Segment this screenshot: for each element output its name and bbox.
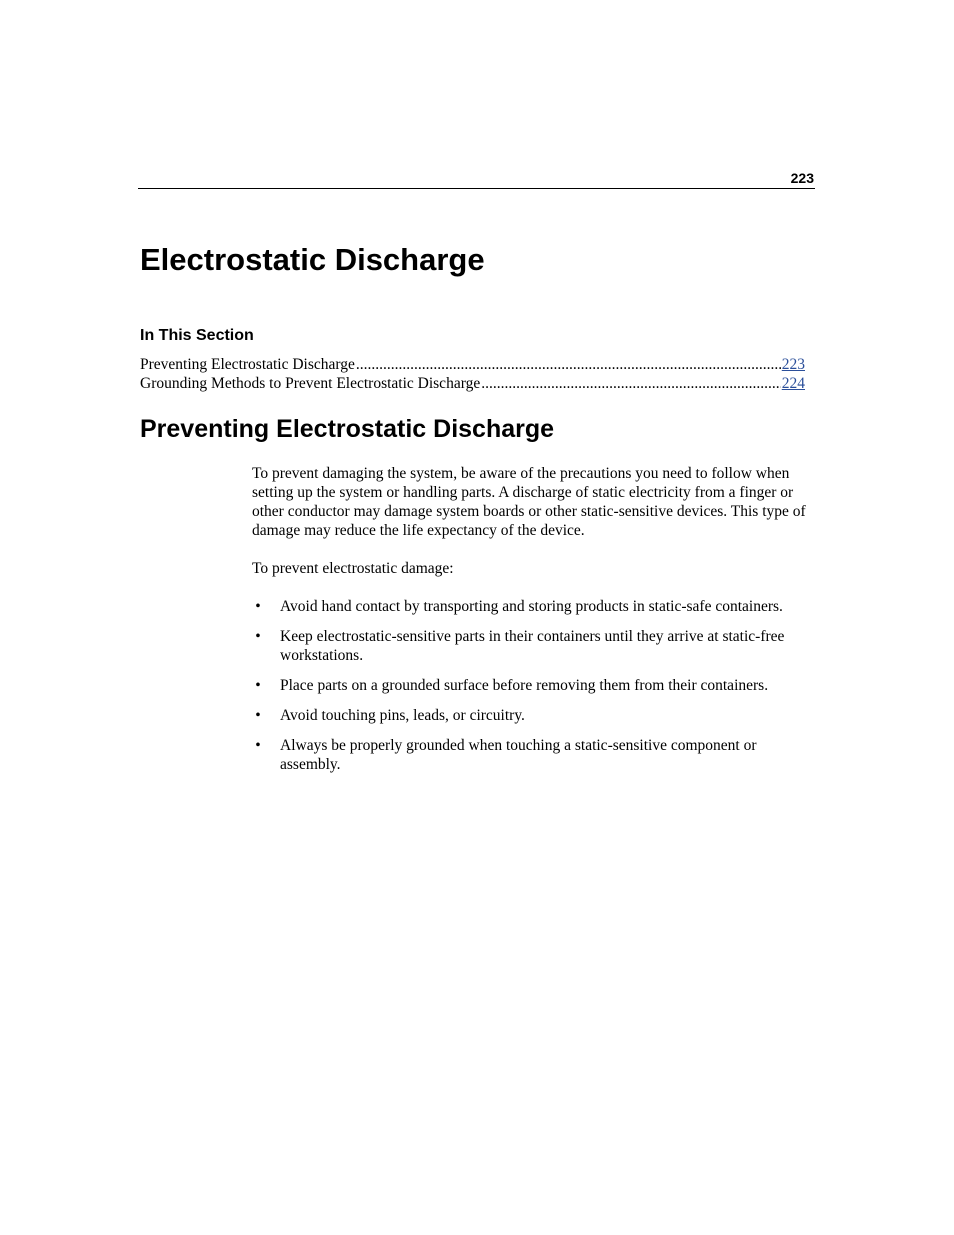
bullet-icon: • [255,628,261,645]
toc-heading: In This Section [140,327,254,344]
header-rule [138,188,815,189]
page-number: 223 [790,170,814,186]
bullet-icon: • [255,707,261,724]
list-item-text: Place parts on a grounded surface before removing them from their containers. [280,677,769,694]
toc-entry-label: Grounding Methods to Prevent Electrostatic Discharge [140,375,481,392]
list-item [252,627,817,665]
list-item-text: Keep electrostatic-sensitive parts in their containers until they arrive at static-free workstations. [280,628,785,664]
list-item [252,706,817,725]
toc-entry [140,374,805,393]
bullet-icon: • [255,677,261,694]
toc-page-link[interactable]: 223 [781,356,805,373]
table-of-contents [140,355,805,393]
toc-entry-label: Preventing Electrostatic Discharge [140,356,355,373]
list-item [252,597,817,616]
toc-leader-dots [356,355,781,374]
section-body [252,464,817,785]
toc-leader-dots [481,374,781,393]
body-paragraph: To prevent damaging the system, be aware of the precautions you need to follow when setting up the system or handling parts. A discharge of static electricity from a finger or other conductor may damage system boards or other static-sensitive devices. This type of damage may reduce the life expectancy of the device. [252,465,806,539]
bullet-icon: • [255,737,261,754]
list-item [252,736,817,774]
list-item-text: Avoid hand contact by transporting and storing products in static-safe containers. [280,598,783,615]
body-paragraph: To prevent electrostatic damage: [252,560,454,577]
bullet-icon: • [255,598,261,615]
list-item-text: Avoid touching pins, leads, or circuitry. [280,707,525,724]
bullet-list [252,597,817,774]
section-title: Preventing Electrostatic Discharge [140,415,555,443]
list-item-text: Always be properly grounded when touching a static-sensitive component or assembly. [280,737,757,773]
toc-page-link[interactable]: 224 [781,375,805,392]
chapter-title: Electrostatic Discharge [140,242,485,277]
toc-entry [140,355,805,374]
list-item [252,676,817,695]
